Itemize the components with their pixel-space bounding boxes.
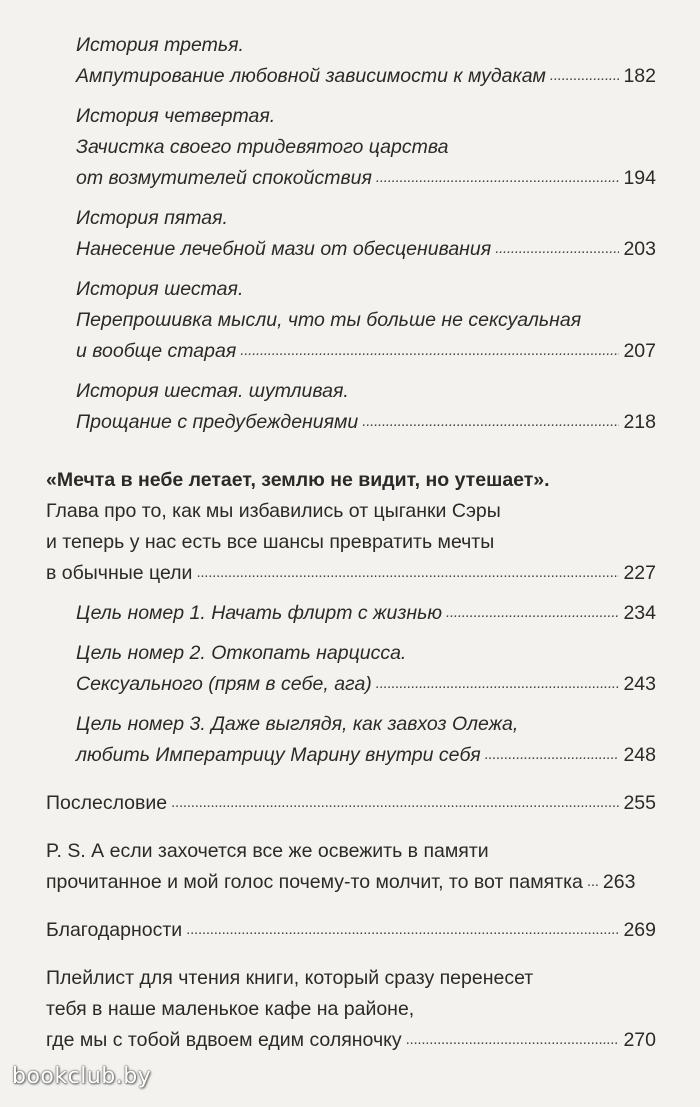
toc-entry-title: История пятая. [76,207,228,229]
page-number: 248 [623,744,656,766]
leader-dots [485,738,620,770]
leader-dots [550,59,620,91]
toc-entry-title: Сексуального (прям в себе, ага) [76,673,372,695]
toc-entry-title: прочитанное и мой голос почему-то молчит, то вот памятка [46,871,583,893]
leader-dots [406,1023,620,1055]
leader-dots [196,556,619,588]
toc-entry [76,203,656,266]
page-number: 182 [623,65,656,87]
leader-dots [587,865,599,897]
toc-entry-title: Цель номер 3. Даже выглядя, как завхоз Олежа, [76,713,519,735]
page-number: 194 [623,167,656,189]
page-number: 218 [623,411,656,433]
toc-entry-title: Зачистка своего тридевятого царства [76,136,449,158]
leader-dots [446,596,619,628]
leader-dots [240,334,619,366]
toc-entry-title: История третья. [76,34,244,56]
toc-entry-ps [46,836,656,899]
toc-entry-title: Благодарности [46,919,183,941]
toc-entry [76,274,656,368]
table-of-contents [46,30,656,1057]
page-number: 243 [623,673,656,695]
chapter-title: в обычные цели [46,562,193,584]
toc-entry-title: P. S. А если захочется все же освежить в памяти [46,840,489,862]
toc-entry [76,30,656,93]
toc-entry-title: Цель номер 2. Откопать нарцисса. [76,642,407,664]
toc-entry-title: и вообще старая [76,340,237,362]
toc-entry-title: История шестая. [76,278,244,300]
toc-entry-title: Цель номер 1. Начать флирт с жизнью [76,602,443,624]
toc-entry-title: тебя в наше маленькое кафе на районе, [46,998,415,1020]
toc-entry-title: Прощание с предубеждениями [76,411,359,433]
leader-dots [376,667,620,699]
chapter-title: и теперь у нас есть все шансы превратить мечты [46,531,495,553]
toc-entry-title: Ампутирование любовной зависимости к мудакам [76,65,546,87]
toc-entry [76,598,656,630]
toc-entry [76,638,656,701]
leader-dots [171,786,619,818]
toc-goals [46,598,656,772]
toc-entry-title: Нанесение лечебной мази от обесценивания [76,238,492,260]
page-number: 270 [623,1029,656,1051]
page-number: 263 [602,871,636,893]
toc-entry [76,376,656,439]
toc-entry-acknowledgements [46,915,656,947]
page-number: 255 [623,792,656,814]
leader-dots [376,161,620,193]
toc-entry-title: Плейлист для чтения книги, который сразу перенесет [46,967,534,989]
toc-chapter [46,465,656,590]
page-number: 207 [623,340,656,362]
chapter-title: Глава про то, как мы избавились от цыганки Сэры [46,500,501,522]
toc-stories [46,30,656,439]
watermark-logo: bookclub.by [12,1064,152,1089]
leader-dots [186,913,619,945]
toc-entry-playlist [46,963,656,1057]
toc-entry [76,101,656,195]
toc-entry [76,709,656,772]
leader-dots [362,405,619,437]
toc-entry-afterword [46,788,656,820]
toc-entry-title: Перепрошивка мысли, что ты больше не сексуальная [76,309,582,331]
leader-dots [495,232,619,264]
toc-entry-title: Послесловие [46,792,168,814]
toc-entry-title: История шестая. шутливая. [76,380,349,402]
page-number: 269 [623,919,656,941]
page-number: 227 [623,562,656,584]
page-number: 203 [623,238,656,260]
page-number: 234 [623,602,656,624]
toc-entry-title: где мы с тобой вдвоем едим соляночку [46,1029,402,1051]
toc-entry-title: от возмутителей спокойствия [76,167,372,189]
chapter-heading: «Мечта в небе летает, землю не видит, но утешает». [46,469,550,491]
toc-entry-title: История четвертая. [76,105,276,127]
toc-entry-title: любить Императрицу Марину внутри себя [76,744,481,766]
